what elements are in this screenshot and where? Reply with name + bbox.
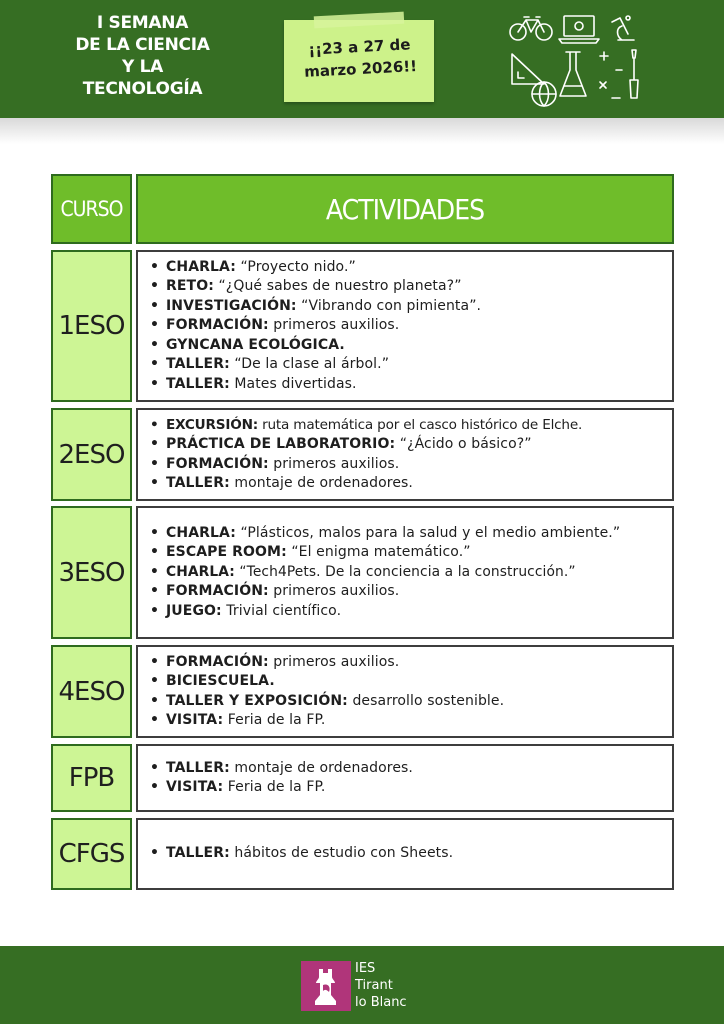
activity-text: primeros auxilios. [268, 455, 400, 472]
activity-text: hábitos de estudio con Sheets. [229, 845, 454, 862]
activity-label: VISITA: [166, 711, 224, 728]
science-doodle [504, 10, 654, 112]
activity-item [150, 582, 655, 601]
activity-text: ruta matemática por el casco histórico de Elche. [257, 416, 583, 433]
event-title-line-4: TECNOLOGÍA [82, 79, 203, 99]
microscope-icon [612, 16, 634, 40]
activity-item [150, 524, 626, 543]
logo-text [355, 960, 425, 1011]
activity-text: “Proyecto nido.” [235, 259, 356, 276]
event-title [60, 12, 225, 100]
laptop-icon [559, 16, 599, 43]
activity-text: primeros auxilios. [268, 317, 400, 334]
course-cell-fpb [51, 744, 132, 812]
activity-label: FORMACIÓN: [166, 455, 269, 472]
activity-text: desarrollo sostenible. [347, 692, 505, 709]
activity-label: INVESTIGACIÓN: [166, 297, 297, 314]
activity-item [150, 602, 655, 621]
activity-item [150, 844, 453, 863]
activity-label: CHARLA: [166, 563, 235, 580]
course-cell-3eso [51, 506, 132, 639]
event-dates-line-1: ¡¡23 a 27 de [307, 35, 411, 59]
activity-label: TALLER: [166, 375, 230, 392]
activity-label: TALLER Y EXPOSICIÓN: [166, 692, 348, 709]
activity-item [150, 416, 582, 435]
activity-item [150, 435, 582, 454]
activity-label: ESCAPE ROOM: [166, 544, 287, 561]
activity-text: “Plásticos, malos para la salud y el medio ambiente.” [235, 524, 621, 541]
flask-icon [560, 52, 586, 96]
activities-cell-1eso [136, 250, 674, 402]
event-title-line-2: DE LA CIENCIA [75, 35, 210, 55]
activity-item [150, 455, 582, 474]
activity-list [150, 653, 504, 731]
activities-cell-3eso [136, 506, 674, 639]
logo-line-1: IES [355, 961, 376, 976]
activity-label: CHARLA: [166, 524, 236, 541]
activity-item [150, 672, 504, 691]
ruler-icon [512, 54, 544, 84]
event-title-line-1: I SEMANA [96, 13, 189, 33]
activity-label: PRÁCTICA DE LABORATORIO: [166, 436, 396, 453]
activity-list [150, 844, 453, 863]
activities-cell-4eso [136, 645, 674, 738]
activity-item [150, 277, 481, 296]
activity-label: TALLER: [166, 474, 230, 491]
course-label: CFGS [58, 839, 125, 869]
activity-label: JUEGO: [166, 602, 222, 619]
activity-item [150, 692, 504, 711]
activity-text: “Tech4Pets. De la conciencia a la construcción.” [234, 563, 576, 580]
activity-item [150, 336, 481, 355]
activity-label: BICIESCUELA. [166, 673, 275, 690]
screwdriver-icon [630, 50, 638, 98]
activity-text: “¿Ácido o básico?” [395, 436, 532, 453]
event-title-line-3: Y LA [121, 57, 164, 77]
event-dates-line-2: marzo 2026!! [303, 57, 418, 81]
header-shadow [0, 118, 724, 144]
activity-label: RETO: [166, 278, 214, 295]
activity-list [150, 524, 655, 621]
activity-text: Feria de la FP. [223, 711, 326, 728]
chess-piece-icon [301, 961, 351, 1011]
course-cell-2eso [51, 408, 132, 501]
activity-item [150, 778, 413, 797]
course-cell-1eso [51, 250, 132, 402]
activity-text: “El enigma matemático.” [286, 544, 471, 561]
activity-text: primeros auxilios. [268, 653, 400, 670]
school-logo [301, 961, 425, 1011]
activity-item [150, 316, 481, 335]
activity-label: FORMACIÓN: [166, 583, 269, 600]
activity-label: TALLER: [166, 759, 230, 776]
activity-text: montaje de ordenadores. [229, 474, 413, 491]
event-dates [289, 32, 431, 83]
activity-label: CHARLA: [166, 259, 236, 276]
activity-label: FORMACIÓN: [166, 653, 269, 670]
activity-item [150, 258, 481, 277]
course-label: 2ESO [58, 439, 125, 470]
activity-item [150, 563, 655, 582]
activities-cell-cfgs [136, 818, 674, 890]
activity-list [150, 258, 481, 394]
course-column-header [51, 174, 132, 244]
activity-label: EXCURSIÓN: [166, 416, 258, 433]
activity-label: VISITA: [166, 779, 224, 795]
activity-label: FORMACIÓN: [166, 317, 269, 334]
activity-text: primeros auxilios. [268, 583, 400, 600]
course-label: FPB [68, 763, 115, 793]
course-cell-4eso [51, 645, 132, 738]
globe-icon [532, 82, 556, 106]
activity-list [150, 759, 413, 798]
activity-label: GYNCANA ECOLÓGICA. [166, 336, 345, 353]
logo-line-3: lo Blanc [355, 995, 407, 1010]
course-header-label: CURSO [60, 197, 123, 221]
activities-cell-fpb [136, 744, 674, 812]
course-cell-cfgs [51, 818, 132, 890]
activity-text: “¿Qué sabes de nuestro planeta?” [213, 278, 462, 295]
activity-item [150, 355, 481, 374]
activities-header-label: ACTIVIDADES [325, 192, 485, 226]
activity-item [150, 543, 655, 562]
activity-list [150, 416, 582, 494]
activity-text: Trivial científico. [221, 602, 342, 619]
activity-text: “Vibrando con pimienta”. [296, 297, 482, 314]
activity-text: Feria de la FP. [223, 779, 326, 795]
logo-line-2: Tirant [355, 978, 393, 993]
course-label: 1ESO [58, 311, 125, 341]
activity-label: TALLER: [166, 356, 230, 373]
activity-item [150, 297, 481, 316]
activity-text: “De la clase al árbol.” [229, 356, 390, 373]
course-label: 4ESO [58, 676, 125, 707]
activity-item [150, 653, 504, 672]
activities-column-header [136, 174, 674, 244]
activity-item [150, 375, 481, 394]
activity-item [150, 474, 582, 493]
bicycle-icon [510, 17, 552, 40]
logo-mark [301, 961, 351, 1011]
activity-text: montaje de ordenadores. [229, 759, 413, 776]
activity-label: TALLER: [166, 845, 230, 862]
activity-item [150, 759, 413, 778]
activity-item [150, 711, 504, 730]
course-label: 3ESO [58, 557, 125, 588]
activities-cell-2eso [136, 408, 674, 501]
activity-text: Mates divertidas. [229, 375, 357, 392]
